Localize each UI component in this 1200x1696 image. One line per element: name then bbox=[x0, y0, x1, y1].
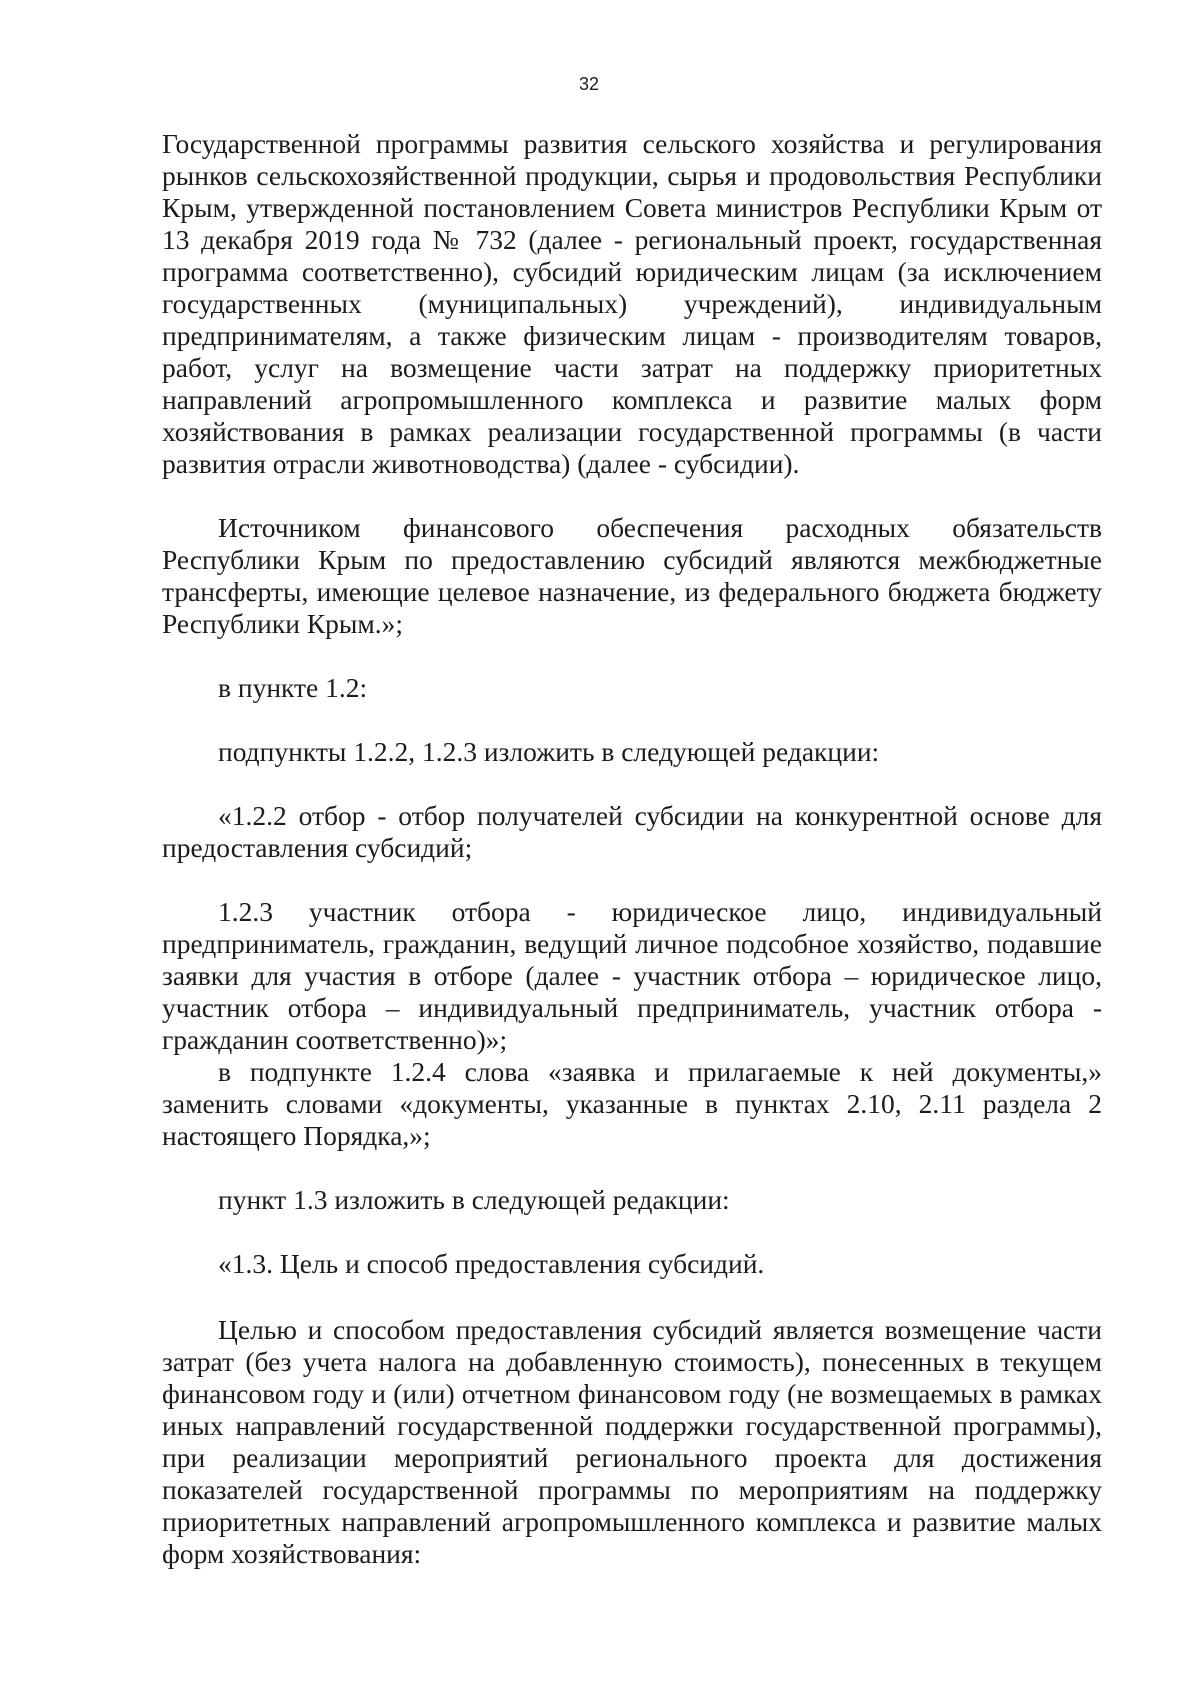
document-body bbox=[162, 128, 1102, 1570]
paragraph-subclauses-intro: подпункты 1.2.2, 1.2.3 изложить в следующей редакции: bbox=[218, 736, 880, 767]
paragraph-subclause-1-2-3: 1.2.3 участник отбора - юридическое лицо, индивидуальный предприниматель, гражданин, ведущий личное подсобное хозяйство, подавшие заявки для участия в отборе (далее - участник отбора – юридическое лицо, участник отбора – индивидуальный предприниматель, участник отбора - гражданин соответственно)»; bbox=[162, 896, 1102, 1055]
paragraph-subclause-1-2-2: «1.2.2 отбор - отбор получателей субсидии на конкурентной основе для предоставления субсидий; bbox=[162, 800, 1102, 863]
paragraph-clause-1-3-intro: пункт 1.3 изложить в следующей редакции: bbox=[218, 1184, 730, 1215]
paragraph-purpose: Целью и способом предоставления субсидий является возмещение части затрат (без учета налога на добавленную стоимость), понесенных в текущем финансовом году и (или) отчетном финансовом году (не возмещаемых в рамках иных направлений государственной поддержки государственной программы), при реализации мероприятий регионального проекта для достижения показателей государственной программы по мероприятиям на поддержку приоритетных направлений агропромышленного комплекса и развитие малых форм хозяйствования: bbox=[162, 1314, 1102, 1569]
paragraph-clause-1-3-title: «1.3. Цель и способ предоставления субсидий. bbox=[218, 1248, 765, 1279]
page-number: 32 bbox=[578, 74, 600, 94]
paragraph-subclause-1-2-4: в подпункте 1.2.4 слова «заявка и прилагаемые к ней документы,» заменить словами «документы, указанные в пунктах 2.10, 2.11 раздела 2 настоящего Порядка,»; bbox=[162, 1056, 1102, 1151]
paragraph-funding-source: Источником финансового обеспечения расходных обязательств Республики Крым по предоставлению субсидий являются межбюджетные трансферты, имеющие целевое назначение, из федерального бюджета бюджету Республики Крым.»; bbox=[162, 512, 1102, 639]
paragraph-program-subsidies: Государственной программы развития сельского хозяйства и регулирования рынков сельскохозяйственной продукции, сырья и продовольствия Республики Крым, утвержденной постановлением Совета министров Республики Крым от 13 декабря 2019 года № 732 (далее - региональный проект, государственная программа соответственно), субсидий юридическим лицам (за исключением государственных (муниципальных) учреждений), индивидуальным предпринимателям, а также физическим лицам - производителям товаров, работ, услуг на возмещение части затрат на поддержку приоритетных направлений агропромышленного комплекса и развитие малых форм хозяйствования в рамках реализации государственной программы (в части развития отрасли животноводства) (далее - субсидии). bbox=[162, 128, 1102, 479]
paragraph-clause-1-2: в пункте 1.2: bbox=[218, 672, 368, 703]
